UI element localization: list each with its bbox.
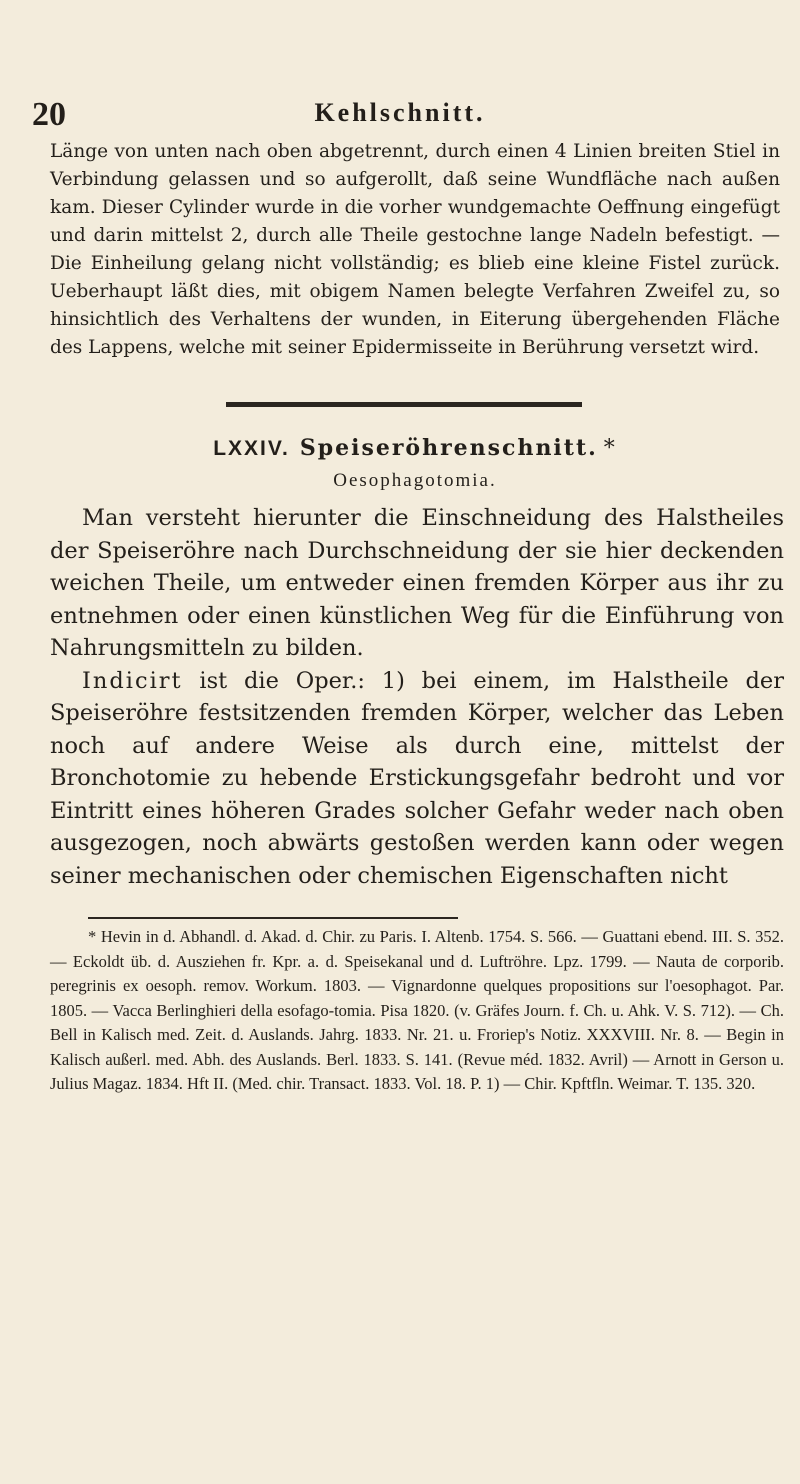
section-subtitle: Oesophagotomia. (333, 470, 497, 491)
footnote-text: * Hevin in d. Abhandl. d. Akad. d. Chir. zu Paris. I. Altenb. 1754. S. 566. — Guattani ebend. III. S. 352. — Eckoldt üb. d. Ausziehen fr. Kpr. a. d. Speisekanal und d. Luftröhre. Lpz. 1799. — Nauta de corporib. peregrinis ex oesoph. remov. Workum. 1803. — Vignardonne quelques propositions sur l'oesophagot. Par. 1805. — Vacca Berlinghieri della esofago-tomia. Pisa 1820. (v. Gräfes Journ. f. Ch. u. Ahk. V. S. 712). — Ch. Bell in Kalisch med. Zeit. d. Auslands. Jahrg. 1833. Nr. 21. u. Froriep's Notiz. XXXVIII. Nr. 8. — Begin in Kalisch außerl. med. Abh. des Auslands. Berl. 1833. S. 141. (Revue méd. 1832. Avril) — Arnott in Gerson u. Julius Magaz. 1834. Hft II. (Med. chir. Transact. 1833. Vol. 18. P. 1) — Chir. Kpftfln. Weimar. T. 135. 320. (50, 927, 784, 1093)
intro-paragraph (50, 138, 780, 362)
indicated-label: Indicirt (82, 667, 183, 694)
section-heading (50, 435, 780, 461)
section-body (50, 502, 784, 892)
intro-text: Länge von unten nach oben abgetrennt, durch einen 4 Linien breiten Stiel in Verbindung gelassen und so aufgerollt, daß seine Wundfläche nach außen kam. Dieser Cylinder wurde in die vorher wundgemachte Oeffnung eingefügt und darin mittelst 2, durch alle Theile gestochne lange Nadeln befestigt. — Die Einheilung gelang nicht vollständig; es blieb eine kleine Fistel zurück. Ueberhaupt läßt dies, mit obigem Namen belegte Verfahren Zweifel zu, so hinsichtlich des Verhaltens der wunden, in Eiterung übergehenden Fläche des Lappens, welche mit seiner Epidermisseite in Berührung versetzt wird. (50, 141, 780, 358)
footnote-divider (88, 917, 458, 919)
footnote (50, 925, 784, 1097)
definition-paragraph: Man versteht hierunter die Einschneidung des Halstheiles der Speiseröhre nach Durchschneidung der sie hier deckenden weichen Theile, um entweder einen fremden Körper aus ihr zu entnehmen oder einen künstlichen Weg für die Einführung von Nahrungsmitteln zu bilden. (50, 505, 784, 661)
page-number: 20 (32, 96, 66, 133)
indication-text: ist die Oper.: 1) bei einem, im Halstheile der Speiseröhre festsitzenden fremden Körper, welcher das Leben noch auf andere Weise als durch eine, mittelst der Bronchotomie zu hebende Erstickungsgefahr bedroht und vor Eintritt eines höheren Grades solcher Gefahr weder nach oben ausgezogen, noch abwärts gestoßen werden kann oder wegen seiner mechanischen oder chemischen Eigenschaften nicht (50, 667, 785, 889)
section-title: Speiseröhrenschnitt. (299, 435, 598, 461)
page-header (24, 96, 776, 136)
section-number: LXXIV. (213, 437, 290, 460)
footnote-marker: * (603, 436, 617, 461)
section-divider (226, 402, 582, 407)
running-head: Kehlschnitt. (314, 98, 486, 127)
indication-paragraph (50, 665, 784, 893)
